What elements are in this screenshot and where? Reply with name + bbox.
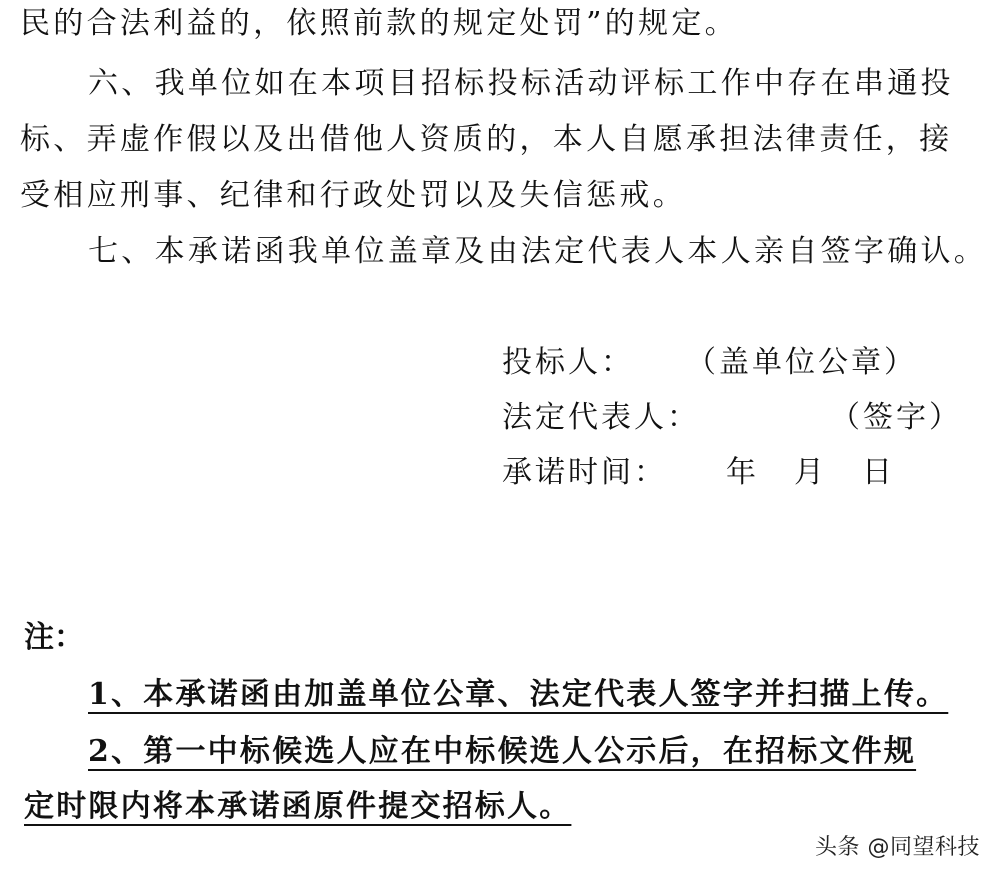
- legal-rep-sign-note: （签字）: [830, 400, 962, 435]
- body-line-1: 民的合法利益的，依照前款的规定处罚”的规定。: [20, 6, 738, 41]
- bidder-label: 投标人：: [502, 345, 634, 380]
- date-month: 月: [794, 455, 827, 490]
- source-watermark: 头条 @同望科技: [815, 835, 980, 860]
- bidder-seal-note: （盖单位公章）: [686, 345, 917, 380]
- note-1: 1、本承诺函由加盖单位公章、法定代表人签字并扫描上传。: [88, 677, 949, 712]
- clause-6-line-3: 受相应刑事、纪律和行政处罚以及失信惩戒。: [20, 178, 686, 213]
- commitment-date-label: 承诺时间：: [502, 455, 667, 490]
- note-2-line-2: 定时限内将本承诺函原件提交招标人。: [24, 789, 572, 824]
- date-year: 年: [726, 455, 759, 490]
- notes-title: 注：: [24, 620, 84, 655]
- clause-6-line-1: 六、我单位如在本项目招标投标活动评标工作中存在串通投: [88, 66, 954, 101]
- date-day: 日: [862, 455, 895, 490]
- clause-6-line-2: 标、弄虚作假以及出借他人资质的，本人自愿承担法律责任，接: [20, 122, 953, 157]
- clause-7-line: 七、本承诺函我单位盖章及由法定代表人本人亲自签字确认。: [88, 234, 988, 269]
- note-2-line-1: 2、第一中标候选人应在中标候选人公示后，在招标文件规: [88, 734, 917, 769]
- legal-rep-label: 法定代表人：: [502, 400, 700, 435]
